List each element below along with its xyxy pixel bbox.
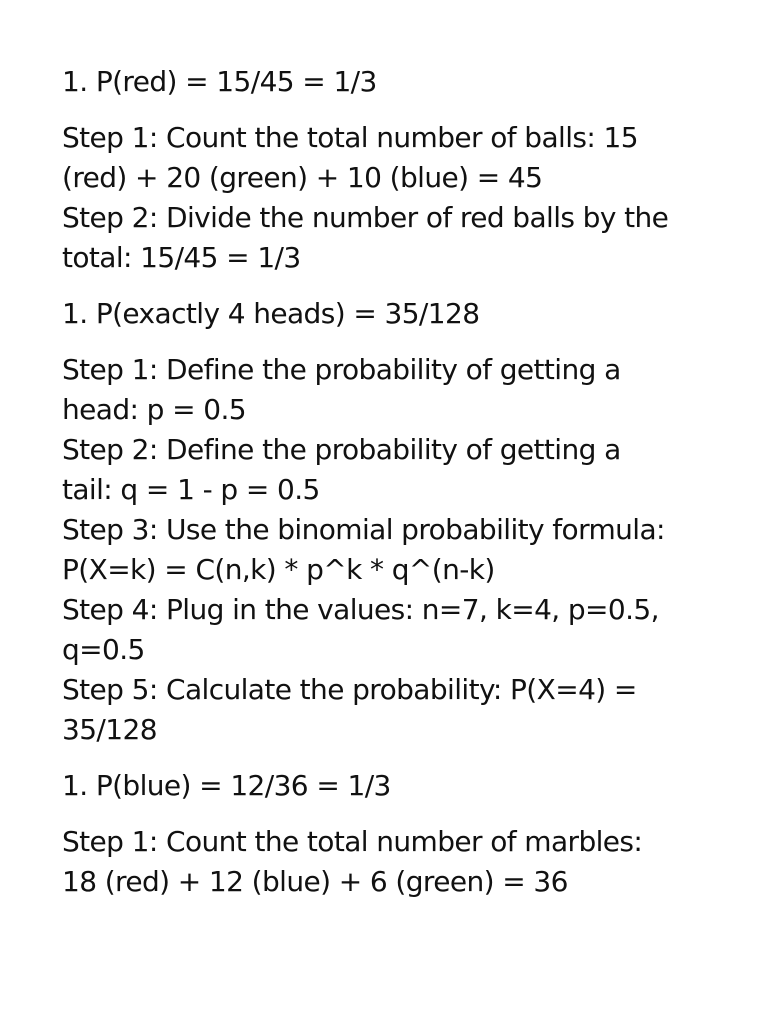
answer-3-heading xyxy=(62,766,752,806)
text-line: Step 3: Use the binomial probability formula: xyxy=(62,513,665,546)
answer-2-steps xyxy=(62,350,752,750)
text-line: Step 1: Count the total number of marbles: xyxy=(62,825,643,858)
text-line: P(X=k) = C(n,k) * p^k * q^(n-k) xyxy=(62,553,495,586)
answer-1-heading xyxy=(62,62,752,102)
text-line: Step 5: Calculate the probability: P(X=4) = xyxy=(62,673,637,706)
text-line: 35/128 xyxy=(62,713,157,746)
answer-3-steps xyxy=(62,822,752,902)
text-line: Step 1: Define the probability of getting a xyxy=(62,353,621,386)
answer-1-steps xyxy=(62,118,752,278)
answer-2-heading xyxy=(62,294,752,334)
text-line: Step 2: Divide the number of red balls by the xyxy=(62,201,669,234)
text-line: tail: q = 1 - p = 0.5 xyxy=(62,473,320,506)
text-line: 1. P(blue) = 12/36 = 1/3 xyxy=(62,769,391,802)
text-line: 1. P(exactly 4 heads) = 35/128 xyxy=(62,297,480,330)
text-line: (red) + 20 (green) + 10 (blue) = 45 xyxy=(62,161,543,194)
text-line: 18 (red) + 12 (blue) + 6 (green) = 36 xyxy=(62,865,568,898)
text-line: total: 15/45 = 1/3 xyxy=(62,241,301,274)
document-body xyxy=(62,62,752,918)
text-line: head: p = 0.5 xyxy=(62,393,247,426)
text-line: Step 4: Plug in the values: n=7, k=4, p=0.5, xyxy=(62,593,659,626)
text-line: 1. P(red) = 15/45 = 1/3 xyxy=(62,65,377,98)
text-line: q=0.5 xyxy=(62,633,145,666)
text-line: Step 2: Define the probability of getting a xyxy=(62,433,621,466)
text-line: Step 1: Count the total number of balls: 15 xyxy=(62,121,638,154)
